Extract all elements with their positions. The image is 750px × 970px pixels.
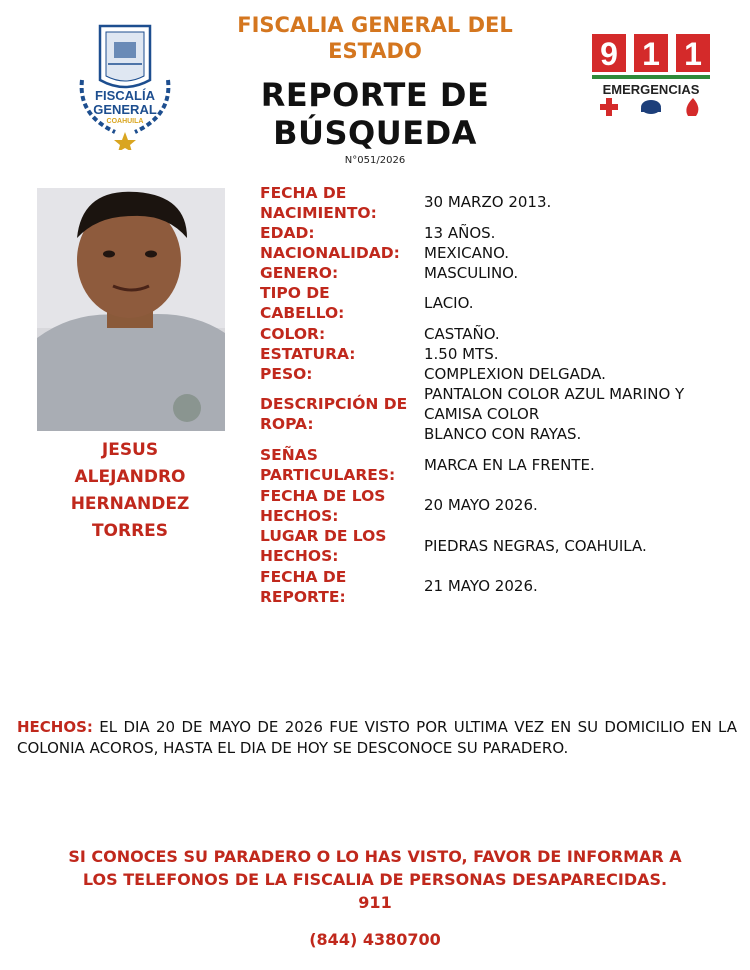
appeal-line: SI CONOCES SU PARADERO O LO HAS VISTO, FAVOR DE INFORMAR A: [68, 847, 682, 866]
logo-text-line2: GENERAL: [93, 102, 157, 117]
hechos-label: HECHOS:: [17, 718, 93, 736]
label-line: REPORTE:: [260, 588, 346, 606]
emergencias-911-logo: [590, 32, 712, 128]
missing-person-photo: [37, 188, 225, 431]
missing-person-name: [30, 437, 230, 545]
detail-label: [260, 567, 420, 607]
appeal-line: LOS TELEFONOS DE LA FISCALIA DE PERSONAS DESAPARECIDAS.: [82, 870, 668, 889]
logo-text-line1: FISCALÍA: [95, 88, 155, 103]
appeal-line: 911: [358, 893, 392, 912]
name-line: ALEJANDRO: [74, 467, 186, 487]
digit-9: 9: [600, 36, 618, 72]
label-line: ROPA:: [260, 415, 314, 433]
hechos-text: EL DIA 20 DE MAYO DE 2026 FUE VISTO POR ULTIMA VEZ EN SU DOMICILIO EN LA COLONIA ACOROS, HASTA EL DIA DE HOY SE DESCONOCE SU PARADERO.: [17, 718, 737, 757]
agency-line2: ESTADO: [328, 39, 422, 63]
agency-name: [200, 12, 550, 64]
red-cross-icon: [600, 98, 618, 116]
label-line: HECHOS:: [260, 547, 339, 565]
report-title: [200, 76, 550, 152]
police-cap-icon: [641, 100, 661, 114]
label-line: PARTICULARES:: [260, 466, 396, 484]
label-line: FECHA DE: [260, 568, 347, 586]
detail-value: [424, 384, 750, 444]
label-line: TIPO DE: [260, 284, 330, 302]
detail-value: MEXICANO.: [424, 244, 510, 262]
label-line: CABELLO:: [260, 304, 345, 322]
detail-value: PIEDRAS NEGRAS, COAHUILA.: [424, 537, 647, 555]
digit-1a: 1: [642, 36, 660, 72]
detail-label: [260, 183, 420, 223]
title-line1: REPORTE DE: [260, 76, 490, 114]
name-line: TORRES: [91, 521, 169, 541]
fire-icon: [686, 98, 698, 116]
detail-label: EDAD:: [260, 224, 315, 242]
label-line: SEÑAS: [260, 446, 318, 464]
detail-value: 21 MAYO 2026.: [424, 577, 538, 595]
name-line: JESUS: [101, 440, 159, 460]
label-line: DESCRIPCIÓN DE: [260, 395, 408, 413]
detail-value: MASCULINO.: [424, 264, 519, 282]
label-line: FECHA DE: [260, 184, 347, 202]
detail-label: COLOR:: [260, 325, 326, 343]
logo-text-line3: COAHUILA: [106, 118, 144, 125]
label-line: FECHA DE LOS: [260, 487, 386, 505]
hechos-paragraph: [17, 717, 737, 759]
detail-value: 30 MARZO 2013.: [424, 193, 552, 211]
detail-value: 20 MAYO 2026.: [424, 496, 538, 514]
name-line: HERNANDEZ: [70, 494, 190, 514]
detail-label: [260, 486, 420, 526]
detail-label: NACIONALIDAD:: [260, 244, 400, 262]
agency-line1: FISCALIA GENERAL DEL: [237, 13, 513, 37]
detail-label: PESO:: [260, 365, 313, 383]
title-line2: BÚSQUEDA: [273, 114, 477, 152]
value-line: CAMISA COLOR: [424, 405, 540, 423]
detail-value: MARCA EN LA FRENTE.: [424, 456, 595, 474]
detail-value: CASTAÑO.: [424, 325, 500, 343]
detail-value: 13 AÑOS.: [424, 224, 496, 242]
label-line: HECHOS:: [260, 507, 339, 525]
label-line: LUGAR DE LOS: [260, 527, 387, 545]
detail-value: LACIO.: [424, 294, 474, 312]
value-line: PANTALON COLOR AZUL MARINO Y: [424, 385, 685, 403]
appeal-message: [20, 845, 730, 914]
value-line: BLANCO CON RAYAS.: [424, 425, 582, 443]
detail-label: [260, 394, 420, 434]
detail-label: GENERO:: [260, 264, 339, 282]
detail-value: COMPLEXION DELGADA.: [424, 365, 606, 383]
fiscalia-logo: [70, 20, 180, 150]
folio-number: N°051/2026: [344, 155, 406, 166]
detail-label: [260, 445, 420, 485]
detail-label: [260, 526, 420, 566]
detail-label: ESTATURA:: [260, 345, 356, 363]
detail-value: 1.50 MTS.: [424, 345, 499, 363]
label-line: NACIMIENTO:: [260, 204, 377, 222]
contact-phone: (844) 4380700: [309, 930, 441, 949]
detail-label: [260, 283, 420, 323]
digit-1b: 1: [684, 36, 702, 72]
emergencias-label: EMERGENCIAS: [602, 82, 700, 97]
